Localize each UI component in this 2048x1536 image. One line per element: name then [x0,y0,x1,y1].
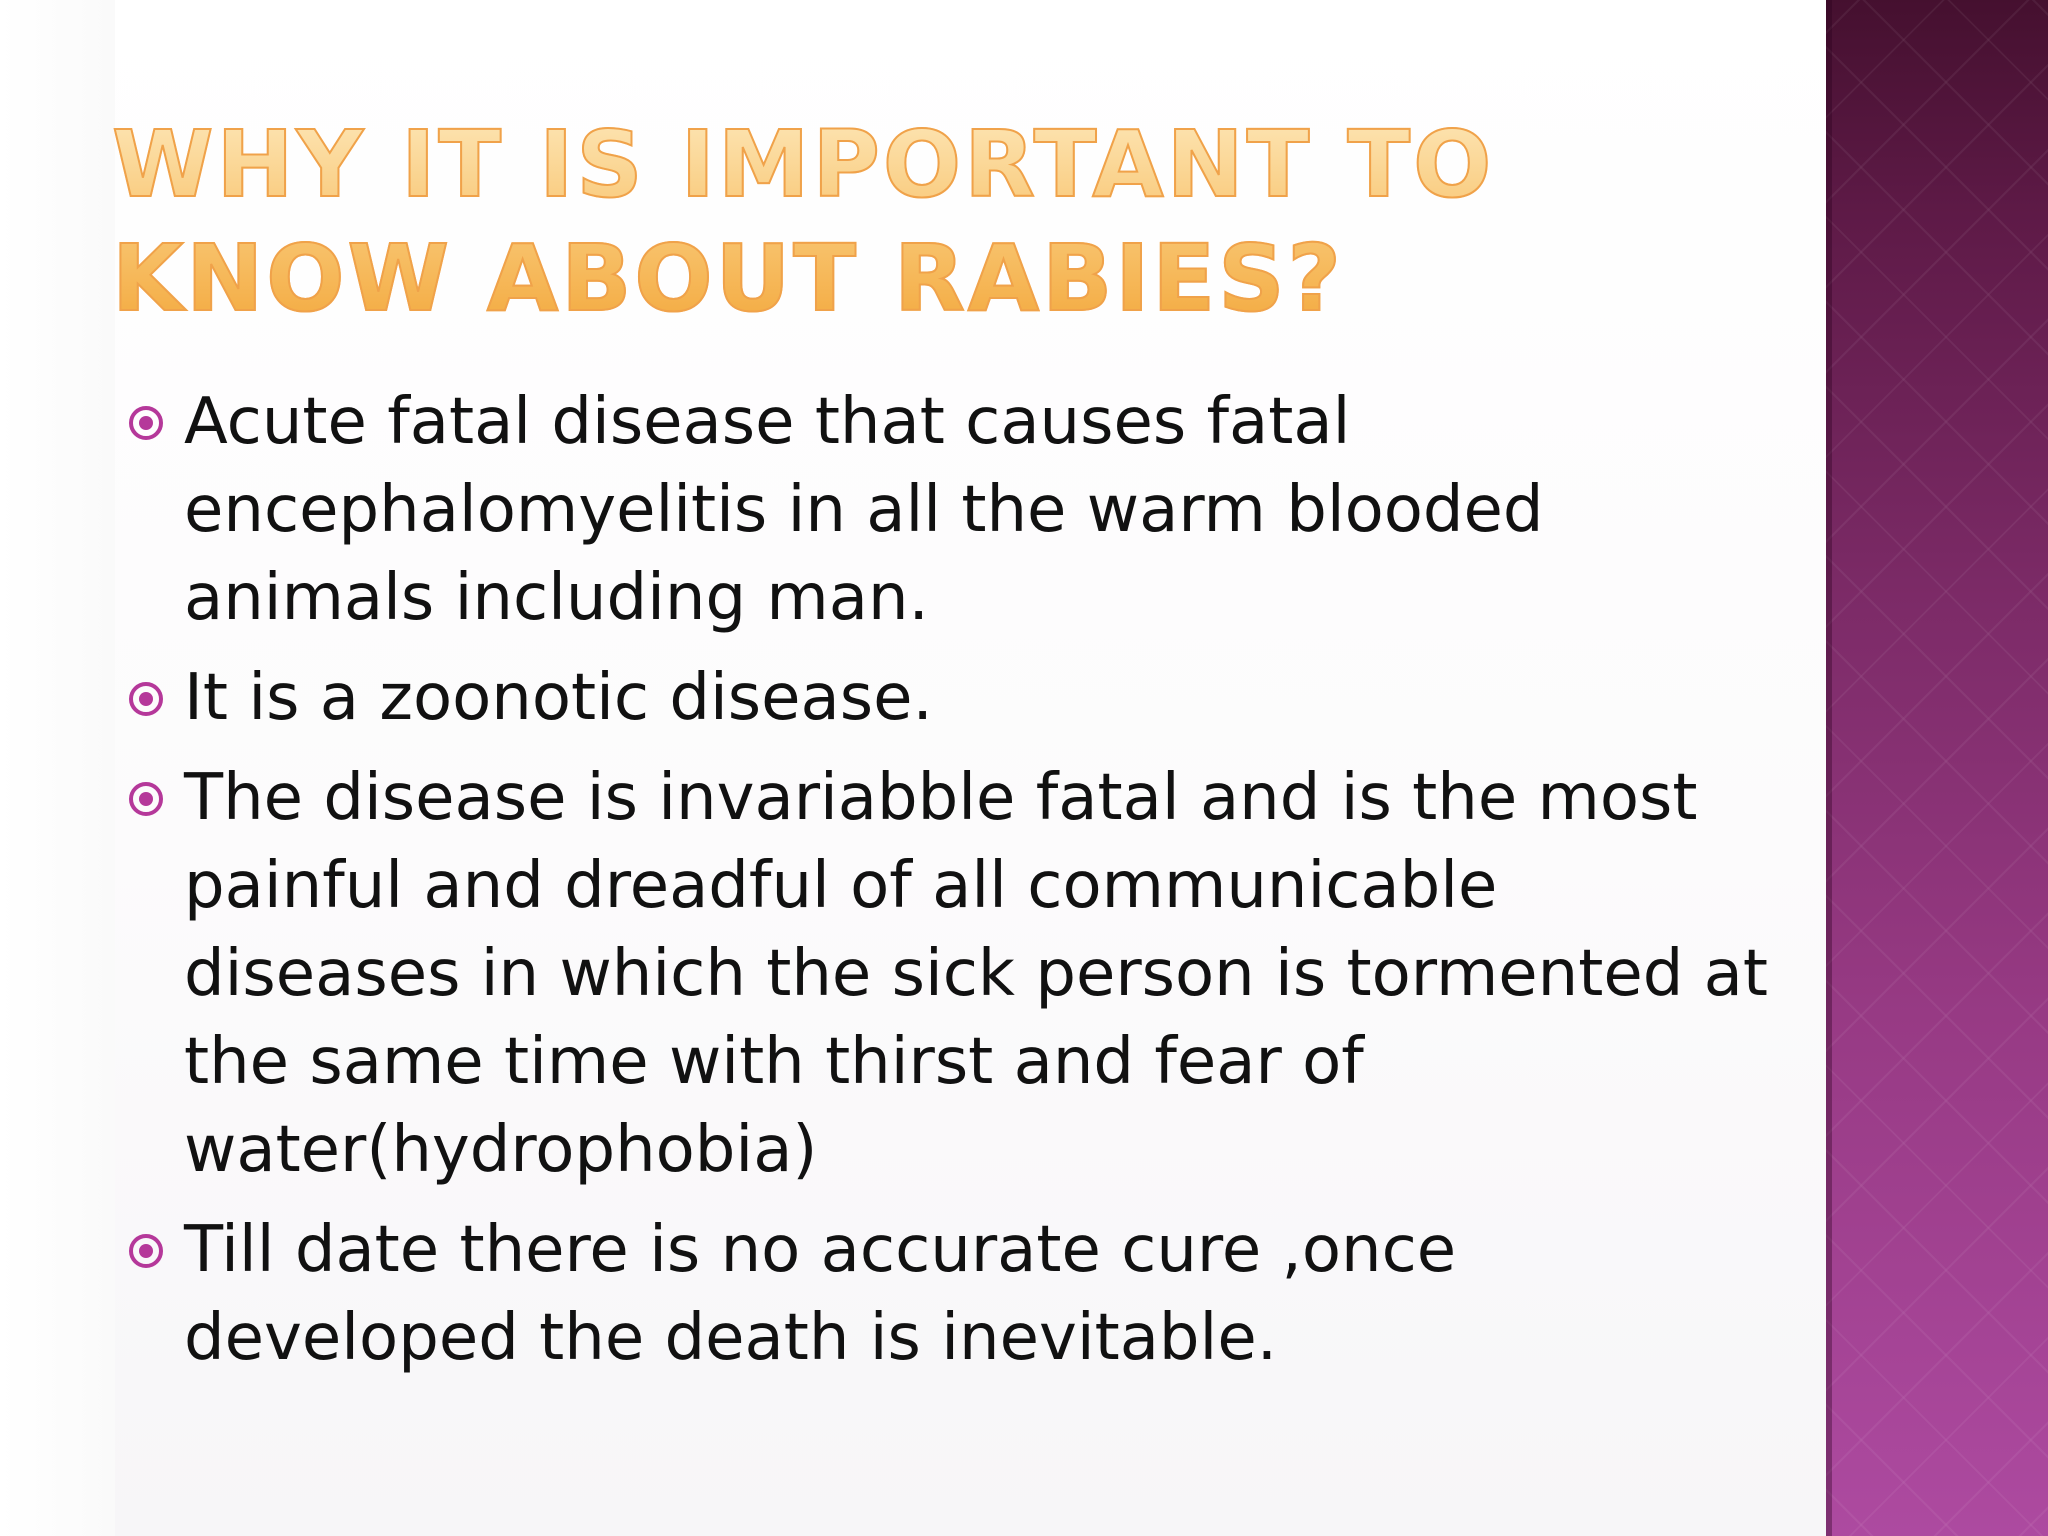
decorative-side-band [1826,0,2048,1536]
list-item [128,1206,1788,1382]
circled-dot-bullet-icon [128,1233,164,1269]
bullet-text: Till date there is no accurate cure ,once developed the death is inevitable. [184,1213,1457,1375]
circled-dot-bullet-icon [128,405,164,441]
circled-dot-bullet-icon [128,681,164,717]
circled-dot-bullet-icon [128,781,164,817]
list-item [128,378,1788,642]
side-band-pattern [1826,0,2048,1536]
bullet-text: The disease is invariabble fatal and is the most painful and dreadful of all communicable diseases in which the sick person is tormented at the same time with thirst and fear of water(hydrophobia) [184,761,1768,1187]
bullet-text: It is a zoonotic disease. [184,661,933,735]
list-item [128,654,1788,742]
bullet-list [128,378,1788,1394]
left-shade [0,0,115,1536]
list-item [128,754,1788,1194]
bullet-text: Acute fatal disease that causes fatal encephalomyelitis in all the warm blooded animals including man. [184,385,1544,635]
slide-title: WHY IT IS IMPORTANT TO KNOW ABOUT RABIES? [112,108,1762,336]
side-band-edge [1826,0,1832,1536]
